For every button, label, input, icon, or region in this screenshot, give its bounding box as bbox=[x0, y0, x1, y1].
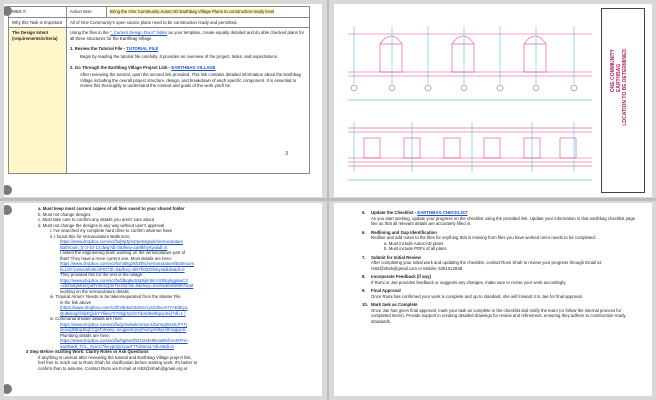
why-important-value: All of One Community's open source plans need to be construction ready and permitted. bbox=[67, 17, 310, 28]
task-table bbox=[8, 6, 310, 174]
upper-elevation bbox=[348, 34, 592, 76]
dropbox-link[interactable]: (https://www.dropbox.com/scl/fo/9p5uh3dmzzcyx23hvon7YAEbEya bbox=[60, 305, 188, 310]
vertical-divider bbox=[327, 0, 329, 400]
dropbox-link[interactable]: eLLOC1e8oo5h39n4P03?dl=0&rlkey=6hl7fr02z9lmtys&lkd0&dl=0 bbox=[60, 266, 185, 272]
document-page-instructions[interactable] bbox=[4, 203, 322, 396]
dropbox-link[interactable]: aaGBadt_TCL_SyiAC7ikeyprjQrzyuuF7TdmmsL?dl=0&dl=0 bbox=[60, 343, 174, 349]
earthbag-checklist-link[interactable]: EARTHBAG CHECKLIST bbox=[417, 210, 468, 215]
step-number: 7. bbox=[362, 254, 366, 260]
list-item: They provided this for the rest of the village bbox=[60, 272, 143, 277]
earthbag-village-link[interactable]: EARTHBAG VILLAGE bbox=[171, 64, 216, 70]
design-intro: Using the files in the "_Current Design Docs" folder as your template, create equally detailed and do able checked plans for all three structures for the Earthbag Village. bbox=[70, 30, 305, 41]
step-description: After completing your initial work and updating the checklist, contact Rumi Shah to review your progress through Email at: rs92@shah@gmail.com or Mobile: 6351012838. bbox=[371, 260, 602, 271]
design-intent-label: The Design Intent (requirements/criteria) bbox=[9, 28, 67, 174]
list-item: If anything is unclear after reviewing the tutorial and Earthbag Village project link, bbox=[38, 354, 192, 360]
dimension-lines bbox=[348, 100, 592, 180]
drag-handle[interactable] bbox=[4, 205, 12, 215]
step-1-title: 1. Review the Tutorial File - TUTORIAL FILE bbox=[70, 46, 159, 52]
step-item bbox=[362, 230, 642, 252]
sub-item: b. Must include PDFs of all plans bbox=[384, 246, 447, 251]
sub-item: a. Must include AutoCAD plans bbox=[384, 240, 444, 246]
step-item bbox=[362, 274, 642, 285]
list-item: a. Must keep most current copies of all files saved to your shared folder bbox=[38, 206, 185, 211]
step-description: If Rumi or Jae provides feedback or suggests any changes, make sure to revise your work accordingly. bbox=[371, 279, 567, 285]
step-title-text: Incorporate Feedback (if any) bbox=[371, 274, 431, 279]
step-item bbox=[362, 302, 642, 324]
list-item: confirm than to assume. Contact Rumi via E-mail at rs92@rshah@gmail.org or bbox=[38, 365, 188, 371]
list-item: in the link above bbox=[60, 299, 92, 305]
step-title-text: Redlining and Gap Identification bbox=[371, 229, 437, 235]
dropbox-link[interactable]: https://www.dropbox.com/scl/fo/nld6gz6fc0f6c/vernaculature/Bathroom bbox=[60, 261, 194, 266]
list-item: I asked the engineering team working on the vernaculature part of bbox=[60, 250, 186, 255]
dropbox-link[interactable]: Bathroom_E-3-10-14.dwg?dl=0&rlkey=qwtfkhyrtyu&dl=0 bbox=[60, 244, 168, 250]
step-description: Once Jae has given final approval, mark your task as complete in the checklist and notify the team (or follow the internal process for completed items). Provide support in creating detailed drawings for review and refinement, ensuring they adhere to construction-ready standards. bbox=[371, 307, 626, 324]
lower-grid bbox=[354, 122, 574, 172]
grid-bubbles bbox=[351, 85, 577, 91]
drag-handle[interactable] bbox=[4, 384, 12, 394]
step-description: Redline and add notes to the files for anything that is missing from files you have worked on/or needs to be completed: bbox=[371, 235, 596, 240]
step-1-text: Begin by reading the tutorial file carefully. It provides an overview of the project, tasks, and expectations. bbox=[80, 53, 278, 59]
step-number: 8. bbox=[362, 274, 366, 279]
step-number: 9. bbox=[362, 288, 366, 293]
wbs-label: WBS #: bbox=[9, 7, 67, 18]
table-row bbox=[9, 17, 310, 28]
list-item: c. Must take care to confirm any details you aren't sure about bbox=[38, 217, 154, 222]
document-page-task-table[interactable] bbox=[4, 4, 322, 197]
list-item: i. I've searched my complete hard drive to confirm what we have bbox=[50, 228, 173, 233]
action-item-value bbox=[107, 7, 310, 18]
steps-list bbox=[362, 207, 642, 324]
list-item: d. Must not change the designs in any way without user's approval bbox=[38, 222, 165, 228]
document-page-steps[interactable] bbox=[334, 203, 652, 396]
list-item: iii. Tropical Atrium: Needs to be taken/separated from the Master File bbox=[50, 294, 181, 299]
list-item: working on the vernaculature details bbox=[60, 288, 129, 294]
dropbox-link[interactable]: https://www.dropbox.com/scl/fo/0g8uOf0ZzsH4e9kmwhKfmAN7Frn bbox=[60, 338, 188, 343]
step-title-text: Submit for Initial Review bbox=[371, 254, 421, 260]
upper-grid bbox=[354, 26, 574, 84]
current-design-docs-link[interactable]: "_Current Design Docs" folder bbox=[109, 30, 168, 36]
step-item bbox=[362, 288, 642, 299]
step-title-text: Update the Checklist - bbox=[371, 210, 418, 215]
table-row bbox=[9, 7, 310, 18]
step-title-text: Final Approval bbox=[371, 288, 401, 293]
step-2-title: 2. Go Through the Earthbag Village Project Link - EARTHBAG VILLAGE bbox=[70, 64, 216, 70]
dropbox-link[interactable]: =x9Ztv6yMckiQuRY4kmQ3nTkrv0Z?dl=0&rlkey=hvsNw6n9sW9h%0dl bbox=[60, 283, 194, 288]
dropbox-link[interactable]: https://www.dropbox.com/scl/fo/fdbq8vdctq9ijrm5/rAX5hqrkgpswC3 bbox=[60, 277, 188, 283]
table-row bbox=[9, 28, 310, 174]
tutorial-file-link[interactable]: TUTORIAL FILE bbox=[126, 46, 159, 52]
design-intent-value bbox=[67, 28, 310, 174]
step-number: 6. bbox=[362, 229, 366, 235]
list-item: iv. Communal shower details are here: bbox=[50, 316, 123, 321]
step-item bbox=[362, 255, 642, 272]
list-item: ii. I found this for Vernaculature Bathroom: bbox=[50, 233, 131, 239]
action-item-label: Action Item: bbox=[67, 7, 107, 18]
instruction-list bbox=[12, 206, 317, 371]
lower-hatch bbox=[348, 128, 592, 166]
title-block-org: ONE COMMUNITY EARTHBAG bbox=[610, 49, 622, 93]
dropbox-link[interactable]: https://www.dropbox.com/scl/fo/gc0w5ukmrmyc4Zwmrgh0u3LPYTj bbox=[60, 321, 188, 327]
why-important-label: Why this Task is Important bbox=[9, 17, 67, 28]
list-item: 3 Step Before Starting Work: Clarify Roles or Ask Questions bbox=[26, 349, 149, 354]
drag-handle[interactable] bbox=[4, 185, 12, 195]
list-item: Plumbing details are here: bbox=[60, 332, 110, 338]
list-item: that? They have a more current one. Most details are here: bbox=[60, 255, 172, 261]
action-item-text: Bring the One Community AutoCAD Earthbag Village Plans to construction-ready level bbox=[110, 9, 275, 14]
step-description: Once Rumi has confirmed your work is complete and up to standard, she will forward it to Jae for final approval. bbox=[371, 293, 583, 299]
title-block-location: LOCATION TO BE DETERMINED bbox=[622, 49, 628, 126]
cad-drawing-sheet[interactable] bbox=[334, 4, 652, 197]
dropbox-link[interactable]: https://www.dropbox.com/scl/fo/j9p3jm2rpe5dgsyk/Vernaculature bbox=[60, 239, 184, 244]
step-title-text: Mark task as Complete bbox=[371, 302, 418, 307]
list-item: feel free to reach out to Rumi Shah for clarification before starting work. It's better to bbox=[38, 360, 198, 365]
step-2-text: After reviewing the tutorial, open the second link provided. This link contains detailed information about the Earthbag Village including the overall project structure, design, and breakdown of each specific component. It is essential to review this thoroughly to understand the context and goals of the work you'll be bbox=[80, 72, 301, 89]
step-number: 5. bbox=[362, 210, 366, 215]
step-description: As you start working, update your progress on the checklist using the provided link. Update your information in that earthbag checklist page line as that all relevant details are accurately filled in. bbox=[371, 215, 636, 226]
dropbox-link[interactable]: Qu8dxvg/clsb4QjcbYYfikey?r7n9jp7pr2nTdo6J9e6bpcpSe)?dl=1 ) bbox=[60, 310, 186, 316]
step-number: 10. bbox=[362, 302, 368, 307]
lower-elevation bbox=[348, 132, 592, 162]
step-item bbox=[362, 210, 642, 227]
title-block bbox=[601, 8, 645, 193]
page-number: 3 bbox=[285, 151, 288, 157]
dropbox-link[interactable]: seoxqSBbp4kqCCgiiTv8xiey=neqgxdnrpvyfnxzcjvk4kyrs0nsjqqx4c bbox=[60, 327, 187, 332]
list-item: b. Must not change designs bbox=[38, 211, 91, 217]
